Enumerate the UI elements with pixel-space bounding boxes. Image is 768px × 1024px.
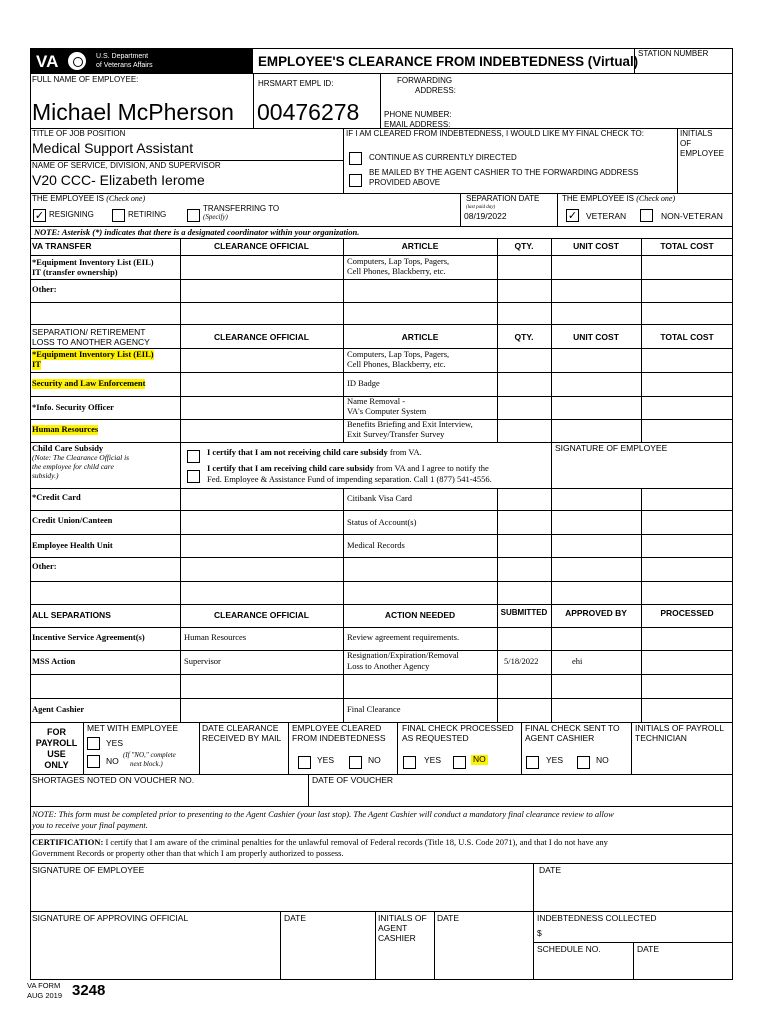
iso-label: *Info. Security Officer — [32, 402, 114, 412]
iso-article-1: Name Removal - — [347, 396, 406, 406]
isa-action: Review agreement requirements. — [347, 632, 460, 642]
clearance-official-header-2: CLEARANCE OFFICIAL — [214, 332, 309, 342]
certification-2: Government Records or property other than that which I am properly authorized to possess. — [32, 848, 344, 858]
payroll-initials-label-1: INITIALS OF PAYROLL — [635, 723, 724, 733]
childcare-title: Child Care Subsidy — [32, 443, 104, 453]
resigning-label: RESIGNING — [49, 210, 94, 219]
security-article: ID Badge — [347, 378, 380, 388]
va-seal-icon — [66, 50, 88, 72]
receiving-text-1: I certify that I am receiving child care subsidy from VA and I agree to notify the — [207, 463, 489, 473]
cleared-no-label: NO — [368, 755, 381, 765]
hr-label: Human Resources — [32, 424, 99, 434]
qty-header-2: QTY. — [514, 332, 534, 342]
cleared-no-checkbox[interactable] — [349, 756, 362, 769]
for-label: FOR — [47, 727, 66, 737]
childcare-note-1: (Note: The Clearance Official is — [32, 453, 130, 462]
eil-sep-2: IT — [32, 359, 41, 369]
continue-option: CONTINUE AS CURRENTLY DIRECTED — [369, 153, 517, 162]
final-note-1: NOTE: This form must be completed prior to presenting to the Agent Cashier (your last stop). The Agent Cashier will conduct a mandatory final clearance review to allow — [32, 809, 614, 819]
cleared-yes-checkbox[interactable] — [298, 756, 311, 769]
mss-label: MSS Action — [32, 656, 76, 666]
va-transfer-header: VA TRANSFER — [32, 241, 92, 251]
nonveteran-checkbox[interactable] — [640, 209, 653, 222]
sent-yes-label: YES — [546, 755, 564, 765]
childcare-signature-label: SIGNATURE OF EMPLOYEE — [555, 443, 668, 453]
approving-signature-label: SIGNATURE OF APPROVING OFFICIAL — [32, 913, 189, 923]
form-title: EMPLOYEE'S CLEARANCE FROM INDEBTEDNESS (Virtual) — [258, 54, 639, 69]
employee-is-label: THE EMPLOYEE IS (Check one) — [32, 194, 146, 203]
transferring-checkbox[interactable] — [187, 209, 200, 222]
job-title[interactable]: Medical Support Assistant — [32, 140, 194, 156]
other-label-1: Other: — [32, 284, 57, 294]
payroll-initials-label-2: TECHNICIAN — [635, 733, 687, 743]
job-title-label: TITLE OF JOB POSITION — [32, 129, 126, 138]
iso-article-2: VA's Computer System — [347, 406, 427, 416]
va-logo: VA — [36, 52, 59, 71]
all-separations-header: ALL SEPARATIONS — [32, 610, 111, 620]
specify-label: (Specify) — [203, 213, 228, 221]
eil-sep-article-1: Computers, Lap Tops, Pagers, — [347, 349, 450, 359]
credit-union-article: Status of Account(s) — [347, 517, 417, 527]
not-receiving-text: I certify that I am not receiving child care subsidy from VA. — [207, 447, 422, 457]
processed-header: PROCESSED — [660, 608, 714, 618]
health-unit-label: Employee Health Unit — [32, 540, 113, 550]
eil-transfer-2: IT (transfer ownership) — [32, 267, 118, 277]
agent-initials-label-2: AGENT — [378, 923, 408, 933]
processed-yes-label: YES — [424, 755, 442, 765]
phone-label: PHONE NUMBER: — [384, 110, 452, 119]
met-yes-label: YES — [106, 738, 124, 748]
sent-yes-checkbox[interactable] — [526, 756, 539, 769]
asterisk-note: NOTE: Asterisk (*) indicates that there is a designated coordinator within your organization. — [34, 227, 360, 237]
processed-no-label: NO — [473, 754, 486, 764]
agent-initials-label-3: CASHIER — [378, 933, 416, 943]
use-label: USE — [47, 749, 66, 759]
mail-checkbox[interactable] — [349, 174, 362, 187]
met-no-checkbox[interactable] — [87, 755, 100, 768]
employee-cleared-label-1: EMPLOYEE CLEARED — [292, 723, 382, 733]
processed-no-checkbox[interactable] — [453, 756, 466, 769]
clearance-official-header-1: CLEARANCE OFFICIAL — [214, 241, 309, 251]
sent-no-label: NO — [596, 755, 609, 765]
forwarding-label-2: ADDRESS: — [415, 86, 456, 95]
hr-article-2: Exit Survey/Transfer Survey — [347, 429, 445, 439]
submitted-header: SUBMITTED — [500, 608, 548, 617]
sent-no-checkbox[interactable] — [577, 756, 590, 769]
credit-card-label: *Credit Card — [32, 492, 81, 502]
initials-label-2: OF — [680, 139, 692, 148]
full-name-label: FULL NAME OF EMPLOYEE: — [32, 75, 139, 84]
agent-cashier-label: Agent Cashier — [32, 704, 85, 714]
email-label: EMAIL ADDRESS: — [384, 120, 451, 129]
childcare-note-3: subsidy.) — [32, 471, 59, 480]
eil-sep-article-2: Cell Phones, Blackberry, etc. — [347, 359, 446, 369]
retiring-checkbox[interactable] — [112, 209, 125, 222]
total-cost-header-2: TOTAL COST — [660, 332, 714, 342]
total-cost-header-1: TOTAL COST — [660, 241, 714, 251]
employee-cleared-label-2: FROM INDEBTEDNESS — [292, 733, 386, 743]
veteran-label: VETERAN — [586, 211, 627, 221]
date-of-voucher-label: DATE OF VOUCHER — [312, 775, 394, 785]
continue-checkbox[interactable] — [349, 152, 362, 165]
action-needed-header: ACTION NEEDED — [384, 610, 456, 620]
mss-submitted[interactable]: 5/18/2022 — [504, 656, 539, 666]
resigning-checkbox[interactable]: ✓ — [34, 209, 45, 222]
article-header-1: ARTICLE — [401, 241, 439, 251]
receiving-text-2: Fed. Employee & Assistance Fund of impending separation. Call 1 (877) 541-4556. — [207, 474, 492, 484]
unit-cost-header-2: UNIT COST — [573, 332, 619, 342]
va-dept-1: U.S. Department — [96, 53, 149, 60]
agent-initials-label-1: INITIALS OF — [378, 913, 427, 923]
final-check-header: IF I AM CLEARED FROM INDEBTEDNESS, I WOULD LIKE MY FINAL CHECK TO: — [346, 129, 644, 138]
check-sent-label-2: AGENT CASHIER — [525, 733, 595, 743]
veteran-status-label: THE EMPLOYEE IS (Check one) — [562, 194, 676, 203]
receiving-checkbox[interactable] — [187, 470, 200, 483]
childcare-note-2: the employee for child care — [32, 462, 114, 471]
unit-cost-header-1: UNIT COST — [573, 241, 619, 251]
mss-official: Supervisor — [184, 656, 221, 666]
approved-by-header: APPROVED BY — [565, 608, 627, 618]
agent-date-label: DATE — [437, 913, 460, 923]
not-receiving-checkbox[interactable] — [187, 450, 200, 463]
mail-option-1: BE MAILED BY THE AGENT CASHIER TO THE FORWARDING ADDRESS — [369, 168, 639, 177]
check-processed-label-1: FINAL CHECK PROCESSED — [402, 723, 514, 733]
retiring-label: RETIRING — [128, 210, 167, 219]
transferring-label: TRANSFERRING TO — [203, 204, 280, 213]
health-unit-article: Medical Records — [347, 540, 405, 550]
met-no-note-1: (If "NO," complete — [123, 751, 176, 759]
payroll-label: PAYROLL — [35, 738, 78, 748]
forwarding-label-1: FORWARDING — [397, 76, 453, 85]
schedule-no-label: SCHEDULE NO. — [537, 944, 601, 954]
separation-date-label: SEPARATION DATE — [466, 194, 540, 203]
service-value[interactable]: V20 CCC- Elizabeth Ierome — [32, 172, 205, 188]
met-no-label: NO — [106, 756, 119, 766]
indebtedness-label: INDEBTEDNESS COLLECTED — [537, 913, 657, 923]
separation-header-2: LOSS TO ANOTHER AGENCY — [32, 337, 150, 347]
nonveteran-label: NON-VETERAN — [661, 211, 723, 221]
service-label: NAME OF SERVICE, DIVISION, AND SUPERVISOR — [32, 161, 221, 170]
separation-date[interactable]: 08/19/2022 — [464, 211, 507, 221]
processed-yes-checkbox[interactable] — [403, 756, 416, 769]
mss-action-1: Resignation/Expiration/Removal — [347, 650, 459, 660]
isa-label: Incentive Service Agreement(s) — [32, 632, 145, 642]
credit-union-label: Credit Union/Canteen — [32, 515, 113, 525]
form-number: 3248 — [72, 982, 106, 999]
clearance-official-header-3: CLEARANCE OFFICIAL — [214, 610, 309, 620]
only-label: ONLY — [44, 760, 69, 770]
eil-transfer-article-1: Computers, Lap Tops, Pagers, — [347, 256, 450, 266]
isa-official: Human Resources — [184, 632, 247, 642]
va-form-label: VA FORM — [27, 981, 61, 990]
separation-header-1: SEPARATION/ RETIREMENT — [32, 327, 146, 337]
station-number-label: STATION NUMBER — [638, 49, 709, 58]
security-label: Security and Law Enforcement — [32, 378, 146, 388]
hr-article-1: Benefits Briefing and Exit Interview, — [347, 419, 473, 429]
employee-signature-date-label: DATE — [539, 865, 562, 875]
eil-sep-1: *Equipment Inventory List (EIL) — [32, 349, 154, 359]
approving-date-label: DATE — [284, 913, 307, 923]
dollar-sign: $ — [537, 928, 542, 938]
mss-approved-by[interactable]: ehi — [572, 656, 583, 666]
hrsmart-label: HRSMART EMPL ID: — [258, 79, 334, 88]
date-received-label-1: DATE CLEARANCE — [202, 723, 279, 733]
final-note-2: you to receive your final payment. — [32, 820, 148, 830]
qty-header-1: QTY. — [514, 241, 534, 251]
met-no-note-2: next block.) — [130, 760, 163, 768]
agent-cashier-action: Final Clearance — [347, 704, 401, 714]
separation-date-sub: (last paid day) — [466, 205, 496, 210]
eil-transfer-article-2: Cell Phones, Blackberry, etc. — [347, 266, 446, 276]
eil-transfer-1: *Equipment Inventory List (EIL) — [32, 257, 154, 267]
check-processed-label-2: AS REQUESTED — [402, 733, 469, 743]
va-dept-2: of Veterans Affairs — [96, 62, 153, 69]
initials-label-3: EMPLOYEE — [680, 149, 725, 158]
mss-action-2: Loss to Another Agency — [347, 661, 430, 671]
date-received-label-2: RECEIVED BY MAIL — [202, 733, 282, 743]
hrsmart-id[interactable]: 00476278 — [257, 99, 360, 125]
certification-1: CERTIFICATION: I certify that I am aware of the criminal penalties for the unlawful removal of Federal records (Title 18, U.S. Code 2071), and that I do not have any — [32, 837, 608, 847]
credit-card-article: Citibank Visa Card — [347, 493, 412, 503]
check-sent-label-1: FINAL CHECK SENT TO — [525, 723, 620, 733]
article-header-2: ARTICLE — [401, 332, 439, 342]
employee-signature-label: SIGNATURE OF EMPLOYEE — [32, 865, 145, 875]
shortages-label: SHORTAGES NOTED ON VOUCHER NO. — [32, 775, 195, 785]
schedule-date-label: DATE — [637, 944, 660, 954]
met-with-employee-label: MET WITH EMPLOYEE — [87, 723, 178, 733]
form-date: AUG 2019 — [27, 991, 63, 1000]
cleared-yes-label: YES — [317, 755, 335, 765]
veteran-checkbox[interactable]: ✓ — [567, 209, 578, 222]
employee-name[interactable]: Michael McPherson — [32, 99, 234, 125]
initials-label-1: INITIALS — [680, 129, 713, 138]
mail-option-2: PROVIDED ABOVE — [369, 178, 441, 187]
met-yes-checkbox[interactable] — [87, 737, 100, 750]
other-label-2: Other: — [32, 561, 57, 571]
